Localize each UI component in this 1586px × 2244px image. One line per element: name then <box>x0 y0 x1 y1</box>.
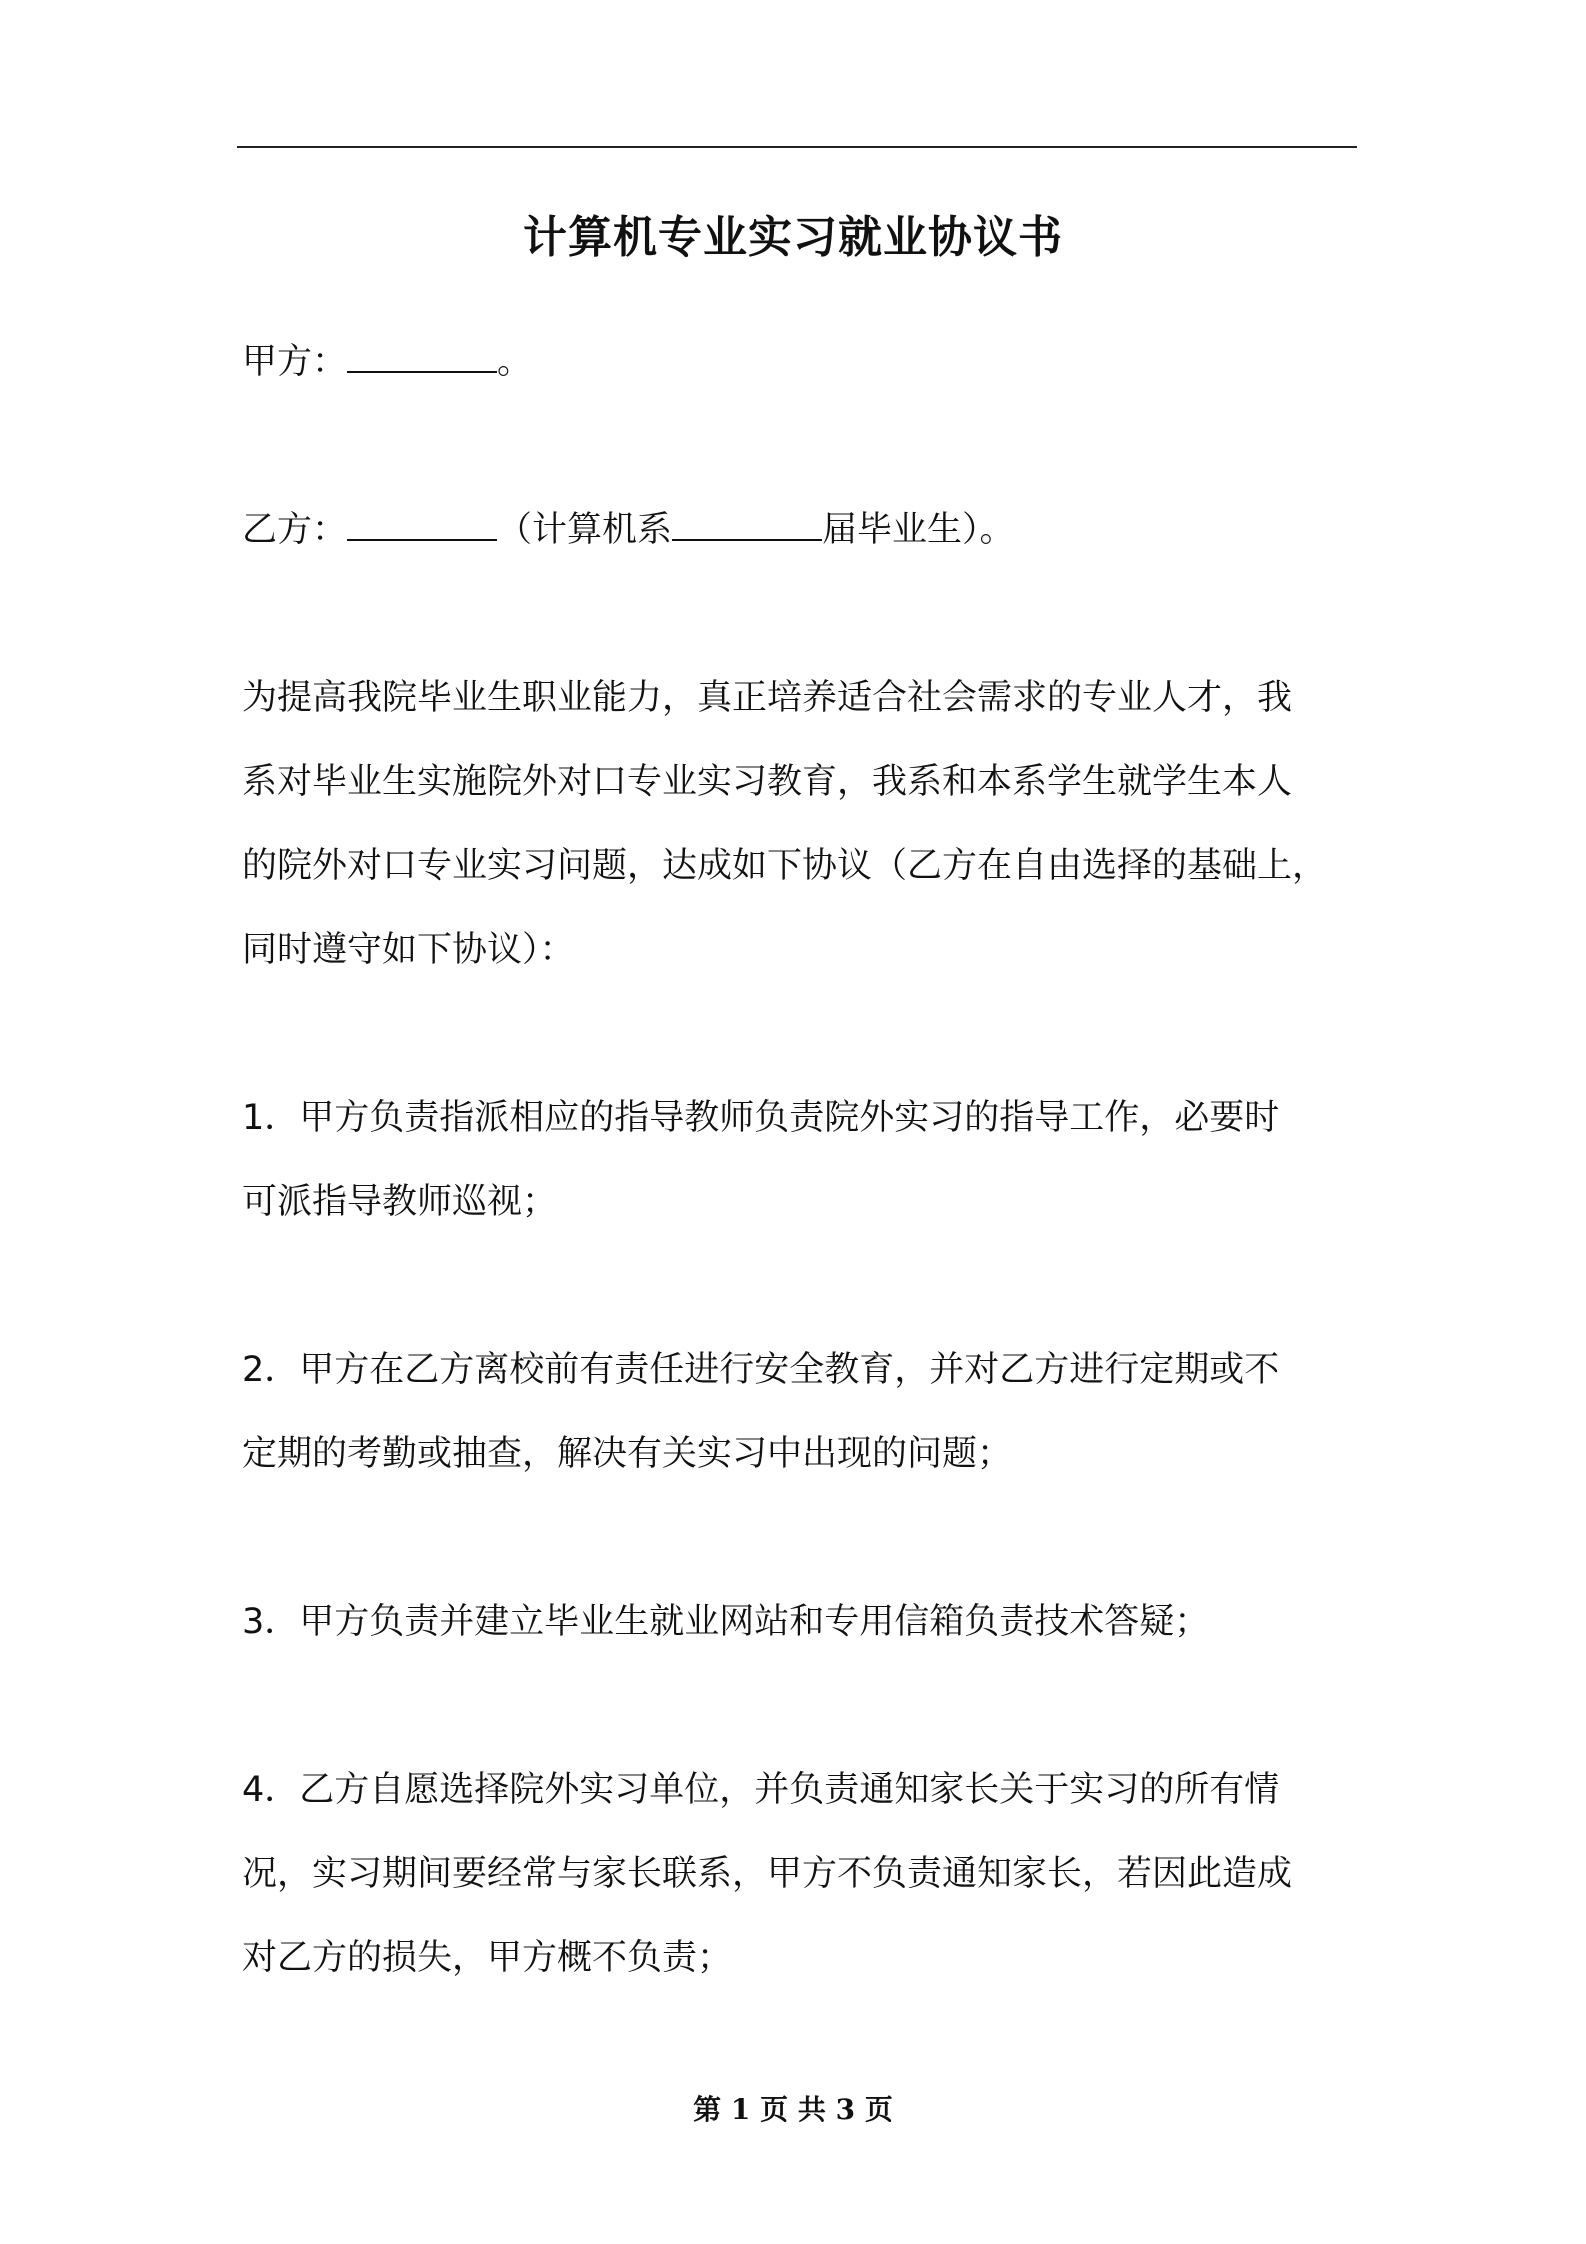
party-b-label: 乙方： <box>242 510 348 550</box>
party-b-middle: （计算机系 <box>497 510 673 550</box>
party-b-year-blank <box>672 501 822 541</box>
clause-line: 况，实习期间要经常与家长联系，甲方不负责通知家长，若因此造成 <box>242 1854 1293 1894</box>
clause-line: 定期的考勤或抽查，解决有关实习中出现的问题； <box>242 1434 1013 1474</box>
clause-line: 4．乙方自愿选择院外实习单位，并负责通知家长关于实习的所有情 <box>242 1770 1280 1810</box>
clause-2 <box>242 1328 1402 1496</box>
clause-line: 3．甲方负责并建立毕业生就业网站和专用信箱负责技术答疑； <box>242 1602 1210 1642</box>
intro-paragraph <box>242 656 1402 992</box>
page-number: 第 1 页 共 3 页 <box>693 2093 893 2126</box>
intro-line: 的院外对口专业实习问题，达成如下协议（乙方在自由选择的基础上， <box>242 846 1328 886</box>
clause-line: 可派指导教师巡视； <box>242 1182 558 1222</box>
clause-line: 2．甲方在乙方离校前有责任进行安全教育，并对乙方进行定期或不 <box>242 1350 1280 1390</box>
party-a-line <box>242 320 1402 404</box>
document-title: 计算机专业实习就业协议书 <box>523 212 1063 263</box>
clause-4 <box>242 1748 1402 2000</box>
clause-line: 1．甲方负责指派相应的指导教师负责院外实习的指导工作，必要时 <box>242 1098 1280 1138</box>
clause-1 <box>242 1076 1402 1244</box>
intro-line: 同时遵守如下协议）： <box>242 930 575 970</box>
party-a-suffix: 。 <box>497 342 533 382</box>
header-divider <box>237 146 1357 148</box>
intro-line: 系对毕业生实施院外对口专业实习教育，我系和本系学生就学生本人 <box>242 762 1293 802</box>
party-a-blank <box>347 333 497 373</box>
party-b-name-blank <box>347 501 497 541</box>
party-b-suffix: 届毕业生）。 <box>822 510 1015 550</box>
party-a-label: 甲方： <box>242 342 348 382</box>
clause-3 <box>242 1580 1402 1664</box>
party-b-line <box>242 488 1402 572</box>
clause-line: 对乙方的损失，甲方概不负责； <box>242 1938 733 1978</box>
intro-line: 为提高我院毕业生职业能力，真正培养适合社会需求的专业人才，我 <box>242 678 1293 718</box>
